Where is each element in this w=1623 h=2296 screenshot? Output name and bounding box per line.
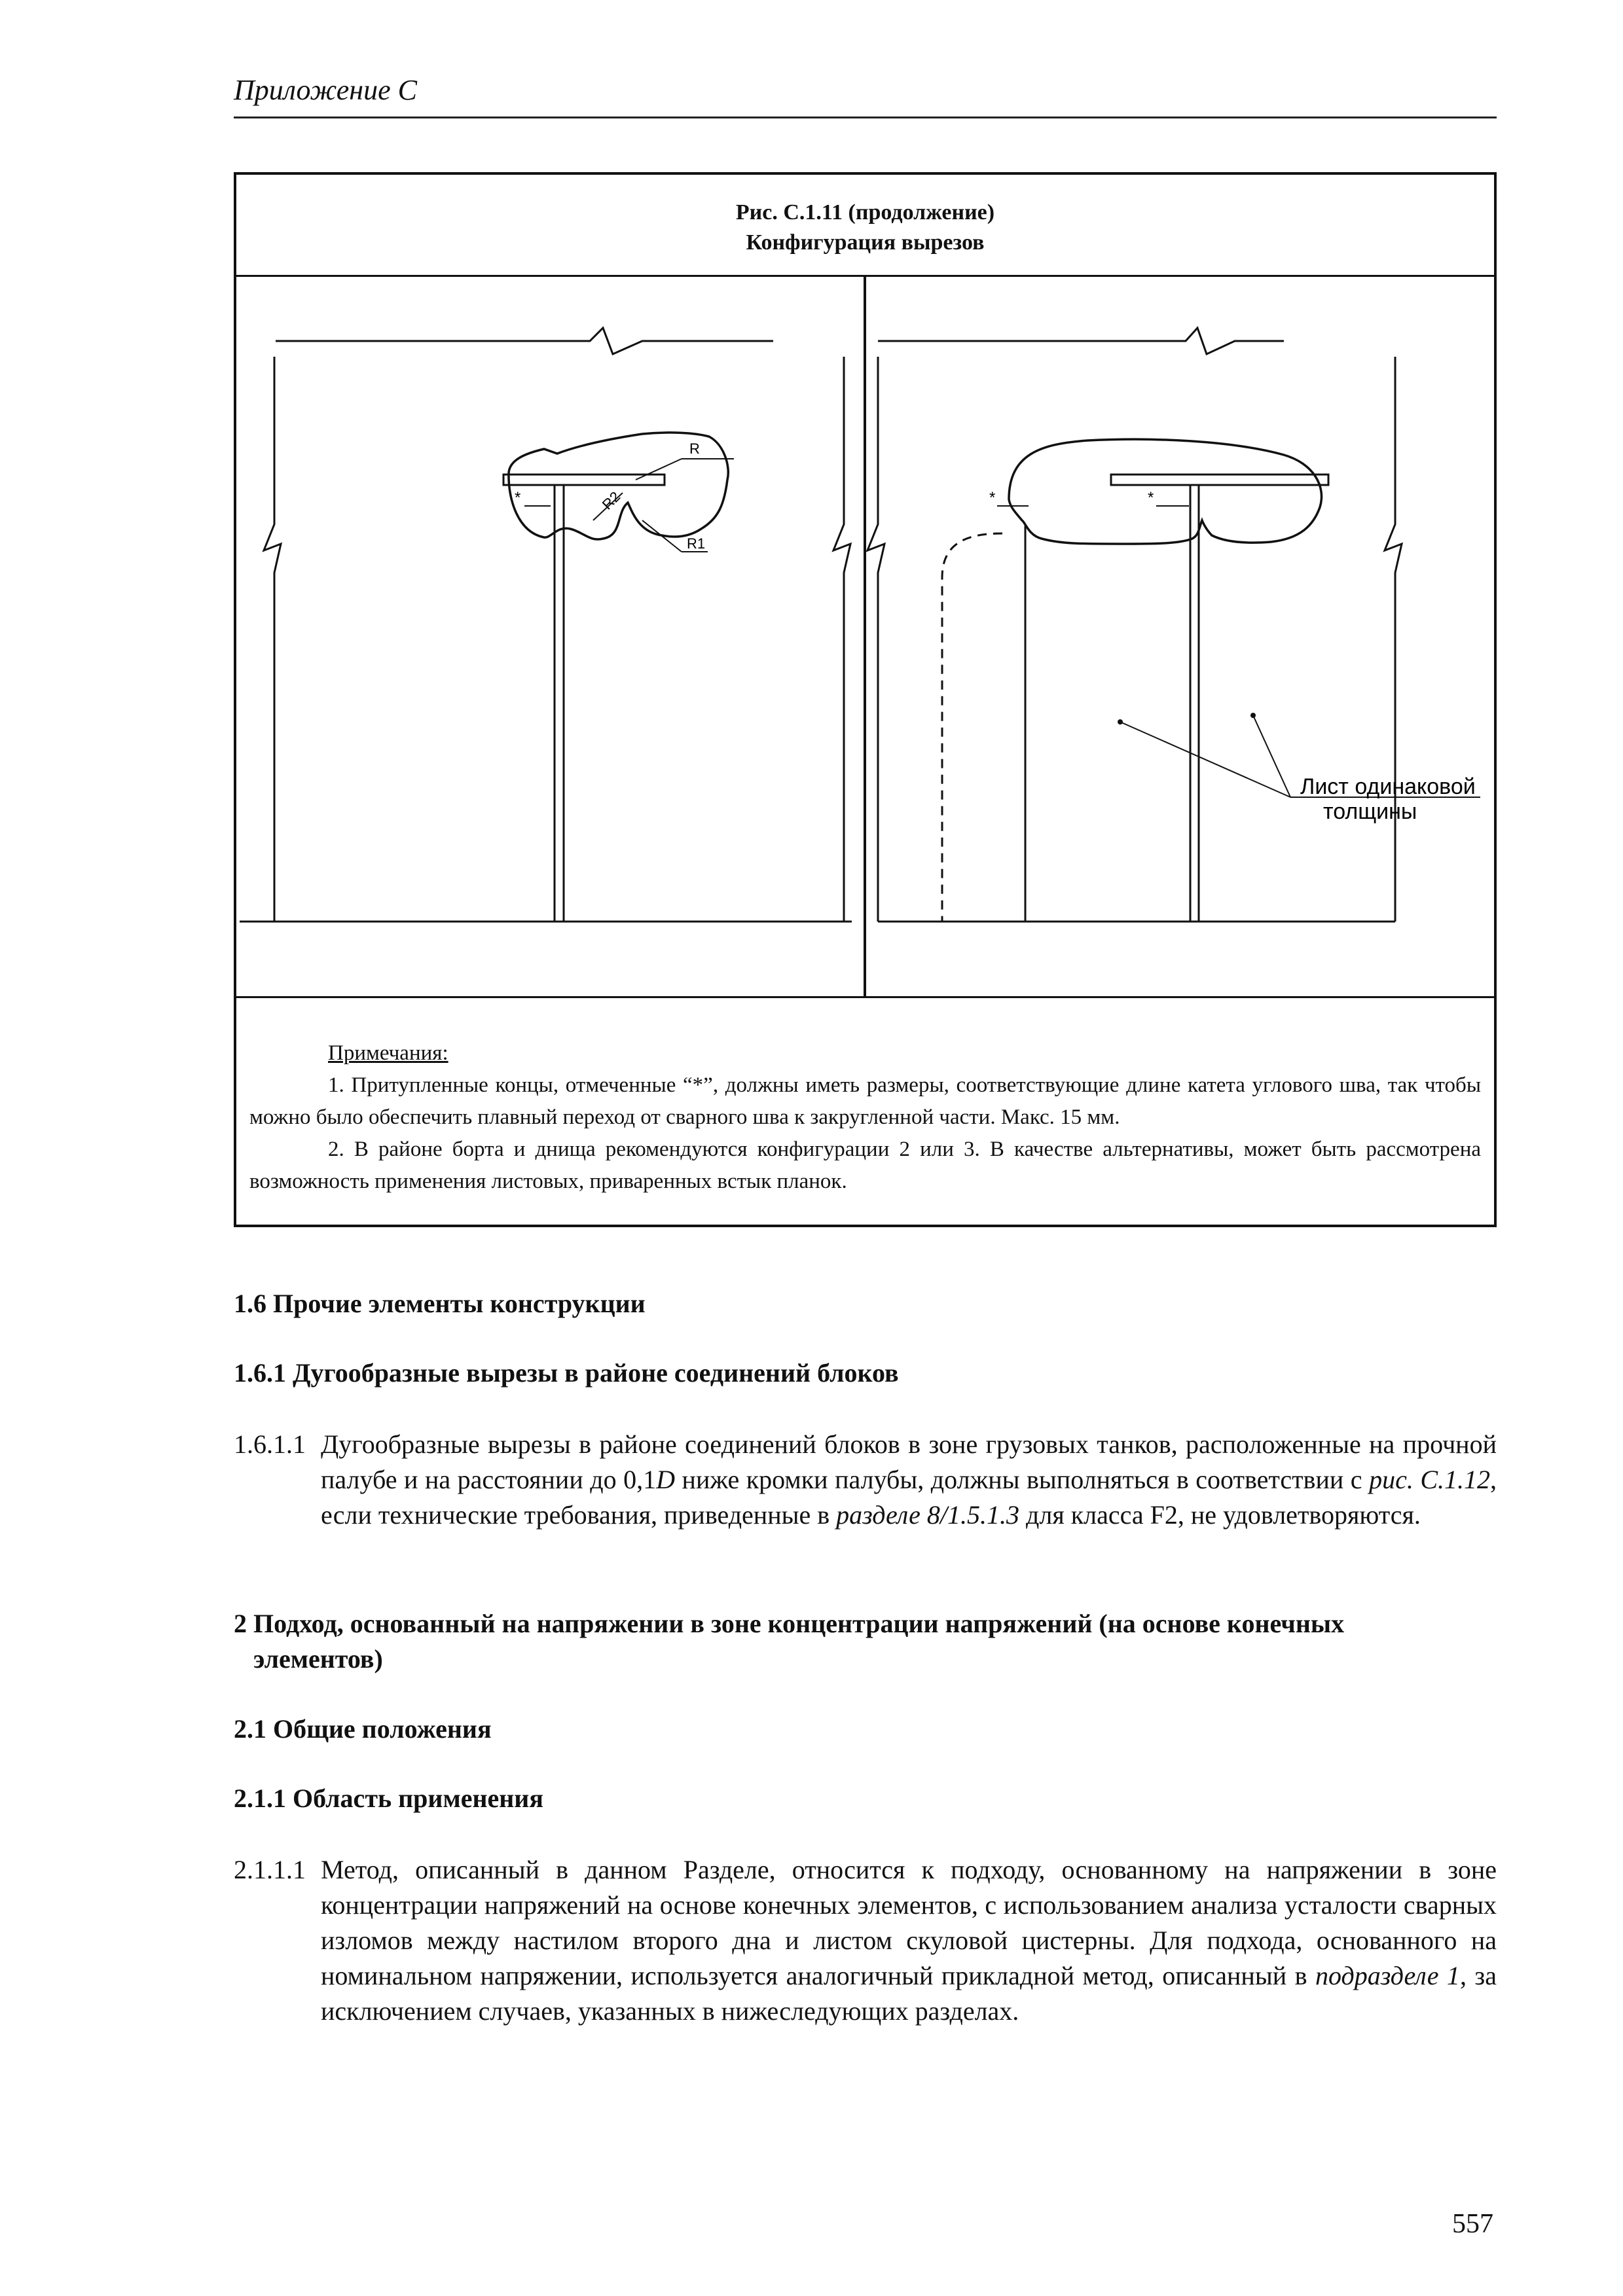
page-number: 557 bbox=[1452, 2209, 1493, 2239]
paragraph-text: Дугообразные вырезы в районе соединений блоков в зоне грузовых танков, расположенные на прочной палубе и на расстоянии до 0,1 bbox=[321, 1429, 1497, 1494]
right-config bbox=[867, 328, 1402, 922]
label-star-right2: * bbox=[1148, 489, 1154, 507]
italic-d: D bbox=[656, 1465, 676, 1494]
heading-2-1: 2.1 Общие положения bbox=[234, 1714, 492, 1744]
paragraph-text: для класса F2, не удовлетворяются. bbox=[1019, 1500, 1421, 1530]
label-plate-line2: толщины bbox=[1323, 799, 1417, 824]
paragraph-1-6-1-1 bbox=[234, 1427, 1497, 1533]
page-header: Приложение С bbox=[234, 74, 417, 106]
note-2: 2. В районе борта и днища рекомендуются конфигурации 2 или 3. В качестве альтернативы, может быть рассмотрена возможность применения листовых, приваренных встык планок. bbox=[249, 1138, 1481, 1193]
paragraph-text: ниже кромки палубы, должны выполняться в соответствии с bbox=[675, 1465, 1370, 1494]
section-reference: разделе 8/1.5.1.3 bbox=[836, 1500, 1020, 1530]
figure-title-line2: Конфигурация вырезов bbox=[746, 230, 985, 255]
heading-2-line1: 2 Подход, основанный на напряжении в зоне концентрации напряжений (на основе конечных bbox=[234, 1609, 1345, 1638]
header-rule bbox=[234, 117, 1497, 118]
paragraph-text: , если технические требования, приведенные в bbox=[321, 1465, 1497, 1530]
figure-reference: рис. С.1.12 bbox=[1369, 1465, 1491, 1494]
heading-1-6: 1.6 Прочие элементы конструкции bbox=[234, 1289, 646, 1318]
label-r: R bbox=[689, 440, 700, 457]
label-plate-line1: Лист одинаковой bbox=[1300, 774, 1476, 799]
notes-title: Примечания: bbox=[328, 1041, 448, 1065]
label-star-left: * bbox=[515, 489, 521, 507]
paragraph-number: 2.1.1.1 bbox=[234, 1855, 306, 1884]
subsection-reference: подразделе 1 bbox=[1315, 1961, 1460, 1990]
figure-title bbox=[236, 175, 1494, 277]
figure-notes bbox=[236, 996, 1494, 1225]
label-r2: R2 bbox=[598, 488, 624, 513]
note-1: 1. Притупленные концы, отмеченные “*”, должны иметь размеры, соответствующие длине катета углового шва, так чтобы можно было обеспечить плавный переход от сварного шва к закругленной части. Макс. 15 мм. bbox=[249, 1073, 1481, 1129]
paragraph-number: 1.6.1.1 bbox=[234, 1429, 306, 1459]
heading-2-line2: элементов) bbox=[253, 1644, 383, 1674]
paragraph-text: , за исключением случаев, указанных в нижеследующих разделах. bbox=[321, 1961, 1497, 2026]
heading-1-6-1: 1.6.1 Дугообразные вырезы в районе соединений блоков bbox=[234, 1358, 899, 1388]
label-star-right1: * bbox=[989, 489, 996, 507]
figure-title-line1: Рис. С.1.11 (продолжение) bbox=[735, 200, 995, 224]
cutout-drawing bbox=[236, 277, 1494, 996]
heading-2-1-1: 2.1.1 Область применения bbox=[234, 1784, 543, 1813]
figure-box bbox=[234, 172, 1497, 1227]
paragraph-text: Метод, описанный в данном Разделе, относится к подходу, основанному на напряжении в зоне концентрации напряжений на основе конечных элементов, с использованием анализа усталости сварных изломов между настилом второго дна и листом скуловой цистерны. Для подхода, основанного на номинальном напряжении, используется аналогичный прикладной метод, описанный в bbox=[321, 1855, 1497, 1990]
heading-2 bbox=[234, 1606, 1497, 1677]
label-r1: R1 bbox=[687, 535, 706, 552]
left-config bbox=[240, 328, 852, 922]
paragraph-2-1-1-1 bbox=[234, 1852, 1497, 2029]
